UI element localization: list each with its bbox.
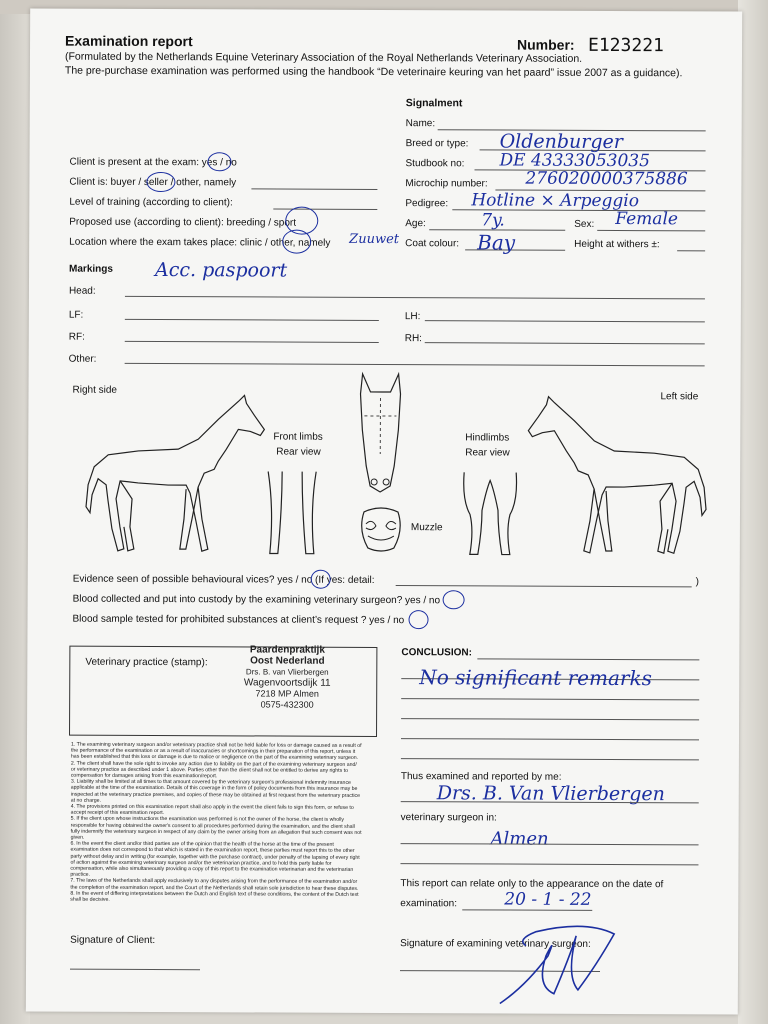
right-side-label: Right side — [72, 384, 118, 396]
coat-value: Bay — [477, 230, 516, 255]
yes-circle-mark — [207, 152, 231, 171]
horse-right-side-diagram — [68, 389, 269, 560]
condition-8: 8. In the event of differing interpretations between the Dutch and English text of these conditions, the content of the Dutch text shall be decisive. — [70, 890, 359, 903]
rf-line — [125, 341, 379, 343]
head-line — [125, 296, 705, 300]
report-title: Examination report — [65, 32, 193, 50]
rf-label: RF: — [68, 331, 85, 343]
condition-2: 2. The client shall have the sole right to invoke any action due to liability on the part of the examining veterinary surgeon and/ or veterinary practice as described under 1 above. Parties other than the client shall not be entitled to derive any rights to compensation for damages arising from this examination/report. — [70, 760, 357, 780]
age-label: Age: — [405, 218, 426, 230]
condition-6: 6. In the event the client and/or third parties are of the opinion that the health of the horse at the time of the present examination does not correspond to that which is stated in the examination report, these parties must report this to the other party without delay and in writing (for example, together with the purchase contract), under penalty of the lapsing of every right of action against the examining veterinary surgeon and/or the veterinarian practice, and to hold this party liable for compensation, while also simultaneously providing a copy of this report to the examination veterinarian and the veterinarian practice. — [70, 840, 360, 878]
client-is-line — [251, 188, 377, 190]
client-signature-label: Signature of Client: — [70, 934, 156, 947]
horse-head-front-diagram — [354, 370, 407, 494]
conclusion-line-3 — [401, 698, 699, 700]
vices-no-circle-mark — [311, 570, 331, 589]
report-number-label: Number: — [517, 36, 575, 53]
rh-label: RH: — [404, 333, 423, 345]
stamp-line-5: 7218 MP Almen — [255, 688, 319, 699]
seller-circle-mark — [146, 172, 175, 192]
lh-line — [425, 320, 705, 322]
markings-heading: Markings — [69, 263, 113, 275]
age-value: 7y. — [481, 210, 505, 231]
sex-label: Sex: — [574, 218, 595, 230]
height-line — [677, 250, 705, 251]
sex-line — [597, 230, 705, 231]
breed-value: Oldenburger — [499, 130, 623, 154]
stamp-line-2: Oost Nederland — [250, 655, 325, 667]
client-is: Client is: buyer / seller / other, namely — [69, 176, 237, 189]
proposed-use: Proposed use (according to client): breeding / sport — [69, 216, 297, 229]
report-subtitle-1: (Formulated by the Netherlands Equine Veterinary Association of the Royal Netherlands Veterinary Association. — [64, 50, 583, 65]
hindlimbs-diagram — [460, 470, 520, 558]
breed-label: Breed or type: — [405, 138, 469, 150]
lh-label: LH: — [404, 311, 421, 323]
stamp-line-4: Wagenvoortsdijk 11 — [243, 677, 331, 689]
examination-report-sheet — [26, 8, 742, 1014]
vices-close-paren: ) — [695, 576, 700, 588]
pedigree-label: Pedigree: — [405, 198, 449, 210]
microchip-label: Microchip number: — [405, 178, 488, 190]
report-subtitle-2: The pre-purchase examination was performed using the handbook “De veterinaire keuring van het paard” issue 2007 as a guidance). — [64, 64, 683, 80]
surgeon-in-value: Almen — [490, 828, 549, 850]
head-label: Head: — [68, 285, 96, 297]
conclusion-line-6 — [401, 758, 699, 760]
conclusion-line-1 — [477, 658, 699, 660]
condition-3: 3. Liability shall be limited at all times to that amount covered by the veterinary surgeon's professional indemnity insurance applicable at the time of the examination. Details of this coverage in the form of policy documents from this insurance may be inspected at the veterinary practice premises, and copies of these may be obtained at first request from the veterinary practice at no charge. — [70, 778, 360, 804]
front-rear-view-label: Rear view — [276, 446, 321, 458]
examined-by-value: Drs. B. Van Vlierbergen — [436, 782, 665, 806]
stamp-line-1: Paardenpraktijk — [249, 644, 325, 656]
pedigree-value: Hotline × Arpeggio — [471, 190, 640, 212]
location-value: Zuuwet — [349, 231, 400, 248]
studbook-label: Studbook no: — [405, 158, 465, 170]
lf-line — [125, 319, 379, 321]
training-level: Level of training (according to client): — [69, 196, 233, 209]
vices-detail-line — [396, 585, 692, 587]
condition-7: 7. The laws of the Netherlands shall apply exclusively to any disputes arising from the performance of the examination and/or the completion of the examination report, and the Court of the Netherlands shall retain sole jurisdiction to hear these disputes. — [70, 878, 359, 892]
markings-note: Acc. paspoort — [155, 258, 288, 282]
surgeon-in-label: veterinary surgeon in: — [400, 812, 497, 824]
blood-tested-no-circle-mark — [408, 610, 428, 629]
vices-question: Evidence seen of possible behavioural vices? yes / no (If yes: detail: — [72, 573, 375, 586]
name-label: Name: — [405, 118, 436, 130]
examination-date-label: examination: — [400, 898, 458, 910]
horse-left-side-diagram — [524, 391, 725, 562]
condition-1: 1. The examining veterinary surgeon and/or veterinary practice shall not be held liable for loss or damage caused as a result of the performance of the examination or as a result of inaccuracies or shortcomings in their preparation of this report, unless it has been established that this loss or damage is due to malice or negligence on the part of the examining veterinary surgeon. — [70, 741, 362, 762]
condition-4: 4. The provisions printed on this examination report shall also apply in the event the client fails to sign this form, or refuse to accept receipt of this examination report. — [70, 803, 354, 817]
muzzle-diagram — [358, 504, 404, 554]
surgeon-in-line-2 — [400, 863, 698, 865]
other-line — [125, 363, 705, 367]
hind-rear-view-label: Rear view — [465, 447, 510, 459]
sex-value: Female — [615, 209, 679, 230]
other-label: Other: — [68, 353, 97, 365]
client-present: Client is present at the exam: yes / no — [69, 156, 237, 169]
signalment-heading: Signalment — [405, 97, 463, 110]
practice-stamp — [237, 644, 337, 710]
conclusion-label: CONCLUSION: — [401, 647, 472, 659]
coat-label: Coat colour: — [405, 238, 460, 250]
examined-by-label: Thus examined and reported by me: — [400, 771, 562, 783]
stamp-line-6: 0575-432300 — [260, 699, 314, 710]
lf-label: LF: — [68, 309, 84, 321]
report-number: E123221 — [587, 34, 664, 57]
conclusion-line-4 — [401, 718, 699, 720]
microchip-value: 276020000375886 — [525, 168, 688, 190]
examination-date-value: 20 - 1 - 22 — [504, 889, 592, 910]
blood-tested-question: Blood sample tested for prohibited substances at client’s request ? yes / no — [72, 613, 405, 627]
relate-text: This report can relate only to the appearance on the date of — [400, 878, 664, 891]
conclusion-line-5 — [401, 738, 699, 740]
muzzle-label: Muzzle — [410, 522, 443, 534]
blood-collected-no-circle-mark — [443, 590, 465, 609]
training-line — [273, 209, 377, 210]
stamp-label: Veterinary practice (stamp): — [85, 656, 208, 669]
hindlimbs-label: Hindlimbs — [465, 432, 510, 444]
other-circle-mark — [282, 230, 311, 254]
front-limbs-label: Front limbs — [273, 431, 323, 443]
studbook-value: DE 43333053035 — [499, 150, 650, 172]
rh-line — [425, 342, 705, 344]
condition-5: 5. If the client upon whose instructions the examination was performed is not the owner of the horse, the client is wholly responsible for having obtained the owner's consent to all procedures performed during the examination, and the client shall fully indemnify the veterinary surgeon in respect of any claim by the owner arising from an allegation that such consent was not given. — [70, 816, 362, 841]
conclusion-value: No significant remarks — [419, 665, 652, 691]
vet-signature-scribble — [496, 915, 616, 1008]
terms-and-conditions — [70, 742, 363, 905]
exam-location: Location where the exam takes place: clinic / other, namely — [69, 236, 331, 249]
blood-collected-question: Blood collected and put into custody by the examining veterinary surgeon? yes / no — [72, 593, 441, 607]
surgeon-in-line — [401, 843, 699, 845]
front-limbs-diagram — [264, 469, 320, 557]
height-label: Height at withers ±: — [574, 238, 660, 251]
client-signature-line — [70, 969, 200, 971]
stamp-line-3: Drs. B. van Vlierbergen — [245, 667, 329, 677]
vet-signature-label: Signature of examining veterinary surgeon: — [400, 938, 591, 950]
left-side-label: Left side — [660, 391, 699, 403]
